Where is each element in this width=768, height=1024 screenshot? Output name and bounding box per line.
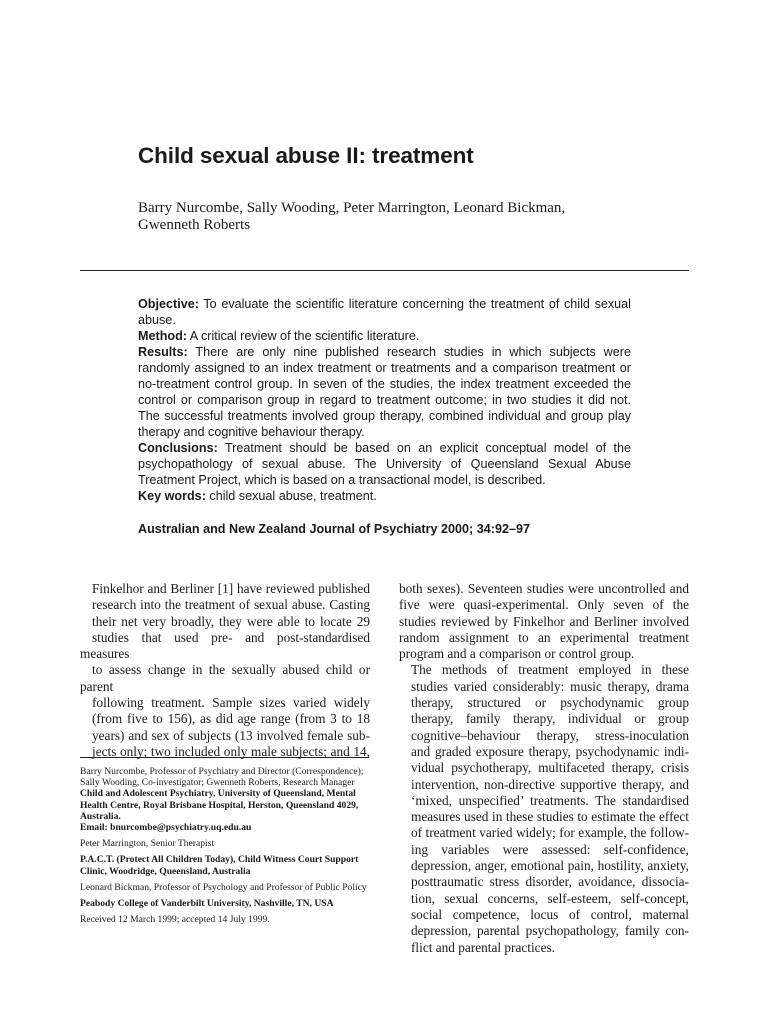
received-date: Received 12 March 1999; accepted 14 July 1999. [80,914,270,926]
text-line: Finkelhor and Berliner [1] have reviewed published [92,581,370,596]
abstract-objective [138,296,631,328]
affiliation-authors: Peter Marrington, Senior Therapist [80,838,215,850]
abstract-results [138,344,631,440]
affiliation-institution [80,854,370,876]
text-line: depression, anger, emotional pain, hostility, anxiety, [411,858,689,874]
institution-text: P.A.C.T. (Protect All Children Today), Child Witness Court Support Clinic, Woodridge, Queensland, Australia [80,854,359,877]
institution-text: Child and Adolescent Psychiatry, University of Queensland, Mental Health Centre, Royal Brisbane Hospital, Herston, Queensland 4029, Australia. [80,788,359,822]
text-line: (from five to 156), as did age range (from 3 to 18 [92,711,370,727]
method-label: Method: [138,329,187,343]
text-line: program and a comparison or control group. [399,646,635,662]
body-column-left [80,581,370,760]
text-line: cognitive–behaviour therapy, stress-inoculation [411,727,689,743]
keywords-text: child sexual abuse, treatment. [209,489,377,503]
text-line: both sexes). Seventeen studies were uncontrolled and [399,581,689,596]
footnote-divider [80,757,369,758]
affiliation-email [80,822,370,833]
keywords-label: Key words: [138,489,206,503]
text-line: studies varied considerably: music therapy, drama [411,678,689,694]
text-line: jects only; two included only male subjects; and 14, [92,743,370,759]
affiliation-institution [80,788,370,822]
text-line: therapy, family therapy, individual or group [411,711,689,727]
text-line: and graded exposure therapy, psychodynamic indi- [411,743,689,759]
body-paragraph [399,581,689,662]
text-line: intervention, non-directive supportive therapy, and [411,776,689,792]
text-line: following treatment. Sample sizes varied widely [92,695,370,711]
abstract-method [138,328,631,344]
text-line: flict and parental practices. [411,939,555,955]
text-line: their net very broadly, they were able to locate 29 [92,613,370,629]
abstract-keywords [138,488,631,504]
author-line: Gwenneth Roberts [138,217,251,233]
objective-label: Objective: [138,297,199,311]
body-paragraph [399,662,689,955]
method-text: A critical review of the scientific literature. [189,329,420,343]
affiliation-authors: Leonard Bickman, Professor of Psychology and Professor of Public Policy [80,881,367,893]
text-line: The methods of treatment employed in these [411,662,689,678]
affiliation-institution [80,898,370,909]
affiliation-authors: Barry Nurcombe, Professor of Psychiatry and Director (Correspondence); Sally Wooding, Co-investigator; Gwenneth Roberts, Research Manager [80,766,364,789]
text-line: of treatment varied widely; for example, the follow- [411,825,689,841]
conclusions-label: Conclusions: [138,441,218,455]
objective-text: To evaluate the scientific literature concerning the treatment of child sexual abuse. [138,297,631,327]
text-line: studies that used pre- and post-standardised measures [80,629,370,662]
abstract [138,296,631,504]
institution-text: Peabody College of Vanderbilt University, Nashville, TN, USA [80,898,334,910]
text-line: ing variables were assessed: self-confidence, [411,841,689,857]
body-paragraph [80,581,370,760]
text-line: five were quasi-experimental. Only seven of the [399,597,689,613]
results-label: Results: [138,345,188,359]
text-line: to assess change in the sexually abused child or parent [80,662,370,694]
results-text: There are only nine published research studies in which subjects were randomly assigned to an index treatment or treatments and a comparison treatment or no-treatment control group. In seven of the studies, the index treatment exceeded the control or comparison group in regard to treatment outcome; in two studies it did not. The successful treatments involved group therapy, combined individual and group play therapy and cognitive behaviour therapy. [138,345,631,439]
text-line: therapy, structured or psychodynamic group [411,695,689,711]
body-column-right [399,581,689,956]
journal-citation: Australian and New Zealand Journal of Psychiatry 2000; 34:92–97 [138,522,530,536]
author-line: Barry Nurcombe, Sally Wooding, Peter Marrington, Leonard Bickman, [138,200,566,216]
header-divider [80,270,689,271]
conclusions-text: Treatment should be based on an explicit conceptual model of the psychopathology of sexual abuse. The University of Queensland Sexual Abuse Treatment Project, which is based on a transactional model, is described. [138,441,631,487]
text-line: depression, parental psychopathology, family con- [411,923,689,939]
email-text: Email: bnurcombe@psychiatry.uq.edu.au [80,822,252,834]
text-line: posttraumatic stress disorder, avoidance, dissocia- [411,874,689,890]
article-title: Child sexual abuse II: treatment [138,143,474,168]
text-line: research into the treatment of sexual abuse. Casting [92,597,370,613]
text-line: social competence, locus of control, maternal [411,906,689,922]
author-list [138,200,638,234]
text-line: random assignment to an experimental treatment [399,629,689,645]
text-line: vidual psychotherapy, multifaceted therapy, crisis [411,760,689,776]
author-affiliations [80,766,370,930]
text-line: years) and sex of subjects (13 involved female sub- [92,727,370,743]
text-line: tion, sexual concerns, self-esteem, self-concept, [411,890,689,906]
abstract-conclusions [138,440,631,488]
text-line: ‘mixed, unspecified’ treatments. The standardised [411,792,689,808]
text-line: measures used in these studies to estimate the effect [411,809,689,825]
text-line: studies reviewed by Finkelhor and Berliner involved [399,613,689,629]
